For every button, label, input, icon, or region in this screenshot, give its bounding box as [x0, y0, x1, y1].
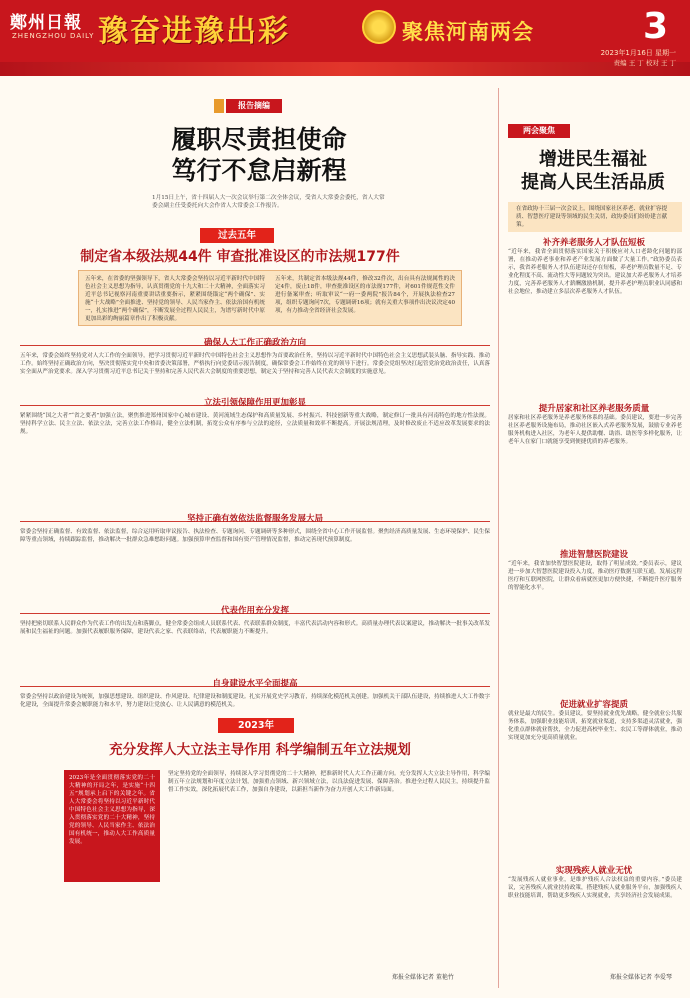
right-section-text-3: “近年来，我省加快智慧医院建设，取得了明显成效。”委员表示，建议进一步加大智慧医院建设投入力度，推动医疗数据互联互通，发展远程医疗和互联网医院，让群众看病就医更加方便快捷，不断提升医疗服务的智能化水平。 — [508, 561, 682, 592]
masthead — [0, 0, 690, 76]
section-title-2: 立法引领保障作用更加彰显 — [203, 398, 306, 408]
section-title-1: 确保人大工作正确政治方向 — [203, 338, 306, 348]
right-headline-line-2: 提高人民生活品质 — [521, 172, 665, 193]
section-title: 聚焦河南两会 — [402, 20, 534, 44]
main-headline — [134, 124, 384, 186]
slogan: 豫奋进豫出彩 — [98, 14, 290, 49]
byline-right: 郑报全媒体记者 李爱琴 — [610, 974, 672, 981]
section-title-3: 坚持正确有效依法监督服务发展大局 — [186, 514, 323, 524]
right-section-text-1: “近年来，我省全面贯彻落实国家关于积极应对人口老龄化问题的部署，在推动养老事业和养老产业发展方面做了大量工作。”政协委员表示，我省养老服务人才队伍建设还存在短板，养老护理员数量不足、专业化程度不高、流动性大等问题较为突出。建议加大养老服务人才培养力度，完善养老服务人才薪酬激励机制，提升养老护理员职业认同感和社会地位，推动建立多层次养老服务人才队伍。 — [508, 249, 682, 296]
lead-paragraph: 1月15日上午，省十四届人大一次会议举行第二次全体会议，受省人大常委会委托，省人大常委会副主任受委托向大会作省人大常委会工作报告。 — [152, 195, 385, 210]
column-divider — [498, 88, 499, 988]
report-badge: 报告摘编 — [226, 99, 282, 113]
paper-name: 鄭州日報 — [10, 13, 82, 33]
section-text-2: 紧紧围绕“国之大者”“省之要者”加强立法，聚焦推进郑州国家中心城市建设、黄河流域生态保护和高质量发展、乡村振兴、科技创新等重大战略，制定修订一批具有河南特色的地方性法规。坚持科学立法、民主立法、依法立法，完善立法工作格局，健全立法机制，拓宽公众有序参与立法的途径，立法质量和效率不断提高。开展法规清理，及时修改废止不适应改革发展要求的法规。 — [20, 413, 490, 436]
highlight-box — [78, 270, 462, 326]
right-badge: 两会聚焦 — [508, 124, 570, 138]
section-text-1: 五年来，常委会始终坚持党对人大工作的全面领导，把学习贯彻习近平新时代中国特色社会主义思想作为首要政治任务，坚持以习近平新时代中国特色社会主义思想武装头脑、指导实践、推动工作。始终坚持正确政治方向，坚决贯彻落实党中央和省委决策部署，严格执行向党委请示报告制度，确保常委会工作始终在党的领导下进行。常委会党组坚决扛起管党治党政治责任，认真落实全面从严治党要求。深入学习贯彻习近平总书记关于坚持和完善人民代表大会制度的重要思想，制定关于坚持和完善人民代表大会制度的实施意见。 — [20, 353, 490, 376]
headline-line-1: 履职尽责担使命 — [171, 125, 347, 154]
masthead-band — [0, 62, 690, 76]
right-section-text-4: 就业是最大的民生。委员建议，要坚持就业优先战略，健全就业公共服务体系，加强职业技能培训，拓宽就业渠道，支持多渠道灵活就业，强化重点群体就业帮扶，全力促进高校毕业生、农民工等群体就业，推动实现更加充分更高质量就业。 — [508, 711, 682, 742]
year-2023-badge: 2023年 — [218, 718, 294, 733]
right-section-title-1: 补齐养老服务人才队伍短板 — [542, 238, 645, 248]
text-2023: 坚定坚持党的全面领导，持续深入学习贯彻党的二十大精神，把准新时代人大工作正确方向。充分发挥人大立法主导作用，科学编制五年立法规划和年度立法计划，加强重点领域、新兴领域立法，以良法促进发展、保障善治。推进全过程人民民主，持续提升监督工作实效，深化拓展代表工作，加强自身建设，以新担当新作为奋力开创人大工作新局面。 — [168, 771, 490, 794]
right-section-title-2: 提升居家和社区养老服务质量 — [538, 404, 650, 414]
subheadline-laws: 制定省本级法规44件 审查批准设区的市法规177件 — [80, 249, 400, 265]
section-text-4: 坚持把密切联系人民群众作为代表工作的出发点和落脚点，健全常委会组成人员联系代表、代表联系群众制度，丰富代表活动内容和形式。高质量办理代表议案建议，推动解决一批事关改革发展和民生福祉的问题。加强代表履职服务保障，建设代表之家、代表联络站，代表履职能力不断提升。 — [20, 621, 490, 636]
emblem-icon — [362, 10, 396, 44]
subheadline-2023: 充分发挥人大立法主导作用 科学编制五年立法规划 — [109, 742, 411, 758]
right-section-text-2: 居家和社区养老服务是养老服务体系的基础。委员建议，要进一步完善社区养老服务设施布局，推动社区嵌入式养老服务发展，鼓励专业养老服务机构进入社区，为老年人提供助餐、助浴、助医等多样化服务，让老年人在家门口就能享受到便捷优质的养老服务。 — [508, 415, 682, 446]
byline-left: 郑报全媒体记者 董艳竹 — [392, 974, 454, 981]
right-headline-line-1: 增进民生福祉 — [539, 149, 647, 170]
badge-decoration — [214, 99, 224, 113]
right-section-text-5: “发展残疾人就业事业，是维护残疾人合法权益的重要内容。”委员建议，完善残疾人就业扶持政策，搭建残疾人就业服务平台，加强残疾人职业技能培训，帮助更多残疾人实现就业，共享经济社会发展成果。 — [508, 877, 682, 900]
right-section-title-3: 推进智慧医院建设 — [559, 550, 628, 560]
right-headline — [506, 148, 680, 194]
highlight-left-text: 五年来，在省委的坚强领导下，省人大常委会坚持以习近平新时代中国特色社会主义思想为指导，认真贯彻党的十九大和二十大精神，全面落实习近平总书记视察河南重要讲话重要指示，紧紧围绕锚定“两个确保”、实施“十大战略”全面推进、坚持党的领导、人民当家作主、依法治国有机统一，扎实推进“两个确保”，不断发展全过程人民民主，为谱写新时代中原更加出彩的绚丽篇章作出了积极贡献。 — [85, 276, 265, 322]
headline-line-2: 笃行不怠启新程 — [171, 156, 347, 185]
section-text-5: 常委会坚持以政治建设为统领，加强思想建设、组织建设、作风建设、纪律建设和制度建设。扎实开展党史学习教育，持续深化模范机关创建。加强机关干部队伍建设，持续推进人大工作数字化建设，全面提升常委会履职能力和水平，努力建设让党放心、让人民满意的模范机关。 — [20, 694, 490, 709]
highlight-right-text: 五年来，共制定省本级法规44件，修改32件次，出台具有法规属性的决定4件，废止18件，审查批准设区的市法规177件，对601件规范性文件进行备案审查；听取审议“一府一委两院”报告84个，开展执法检查27项，组织专题询问7次，专题调研16项；就有关重大事项作出决议决定40项，有力推动全省经济社会发展。 — [275, 276, 455, 314]
page-number: 3 — [642, 6, 668, 47]
inset-box — [64, 770, 160, 882]
page-editors: 责编 王 丁 校对 王 丁 — [613, 59, 676, 67]
inset-text: 2023年是全面贯彻落实党的二十大精神的开局之年，是实施“十四五”规划承上启下的关键之年。省人大常委会将坚持以习近平新时代中国特色社会主义思想为指导，深入贯彻落实党的二十大精神，坚持党的领导、人民当家作主、依法治国有机统一，推动人大工作高质量发展。 — [69, 775, 155, 845]
section-text-3: 常委会坚持正确监督、有效监督、依法监督，综合运用听取审议报告、执法检查、专题询问、专题调研等多种形式，围绕全省中心工作开展监督。聚焦经济高质量发展、生态环境保护、民生保障等重点领域，持续跟踪监督，推动解决一批群众急难愁盼问题。加强预算审查监督和国有资产管理情况监督，推动完善现代预算制度。 — [20, 529, 490, 544]
past-five-years-badge: 过去五年 — [200, 228, 274, 243]
paper-name-en: ZHENGZHOU DAILY — [12, 32, 95, 40]
section-title-5: 自身建设水平全面提高 — [212, 679, 298, 689]
page-date: 2023年1月16日 星期一 — [600, 49, 676, 57]
right-section-title-4: 促进就业扩容提质 — [559, 700, 628, 710]
right-section-title-5: 实现残疾人就业无忧 — [555, 866, 633, 876]
section-title-4: 代表作用充分发挥 — [220, 606, 289, 616]
right-lead: 在省政协十三届一次会议上，围绕国家社区养老、就业扩容提质、智慧医疗建设等领域的民生关切，政协委员们纷纷建言献策。 — [516, 206, 668, 228]
